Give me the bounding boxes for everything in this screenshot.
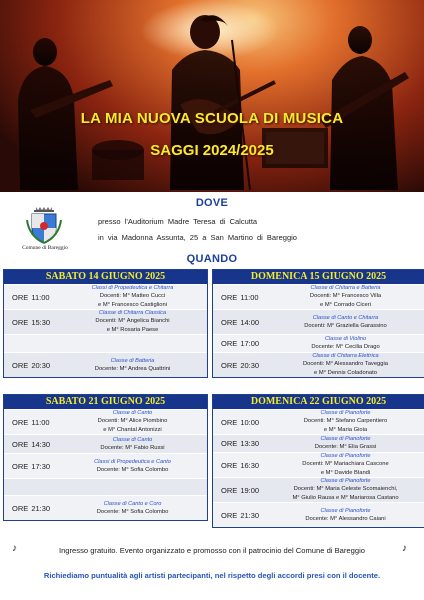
slot-details [62,479,203,495]
class-name: Classe di Pianoforte [320,436,371,442]
slot-details [62,310,203,334]
teacher-name: Docenti: M° Maria Celeste Scomaienchi, [293,486,398,492]
slot-time: ORE 17:00 [221,339,260,348]
teacher-name: Docenti: M° Mariachiara Cascone [302,461,389,467]
schedule-row [4,409,207,434]
teacher-name: Docenti: M° Matteo Cucci [99,293,166,299]
class-name: Classe di Chitarra Elettrica [312,353,379,359]
slot-details [271,410,420,434]
slot-details [271,335,420,352]
class-name: Classe di Chitarra e Batteria [310,285,381,291]
schedule-row [4,334,207,352]
slot-details [62,353,203,377]
class-name: Classe di Canto [112,410,153,416]
municipal-crest-icon [26,206,62,244]
schedule-row [213,309,424,334]
slot-time: ORE 20:30 [12,360,51,370]
hero-subtitle: SAGGI 2024/2025 [150,142,274,159]
teacher-name: e M° Davide Blandi [320,470,371,476]
schedule-row [213,452,424,477]
teacher-name: e M° Maria Gioia [323,427,368,433]
slot-time: ORE 13:30 [221,439,260,448]
class-name: Classe di Pianoforte [320,478,371,484]
hero-banner [0,0,424,192]
day-title: DOMENICA 22 GIUGNO 2025 [213,395,424,409]
slot-time: ORE 11:00 [12,292,50,302]
teacher-name: e M° Francesco Castiglioni [97,302,167,308]
schedule-row [213,502,424,527]
venue-line: presso l’Auditorium Madre Teresa di Calcutta [98,217,258,226]
slot-details [271,353,420,377]
slot-details [271,503,420,527]
crest-label: Comune di Bareggio [22,245,68,251]
slot-time: ORE 14:00 [221,317,260,327]
schedule-row [4,309,207,334]
slot-details [62,496,203,520]
day-title: SABATO 14 GIUGNO 2025 [4,270,207,284]
slot-time: ORE 21:30 [221,510,260,520]
slot-time: ORE 10:00 [221,417,260,427]
music-note-icon: ♪ [12,543,17,554]
slot-details [62,410,203,434]
day-panel-sabato-21 [3,394,208,521]
slot-details [62,435,203,453]
hero-title: LA MIA NUOVA SCUOLA DI MUSICA [80,110,344,127]
slot-details [271,435,420,452]
schedule-row [4,478,207,495]
slot-time: ORE 21:30 [12,503,51,513]
class-name: Classe di Pianoforte [320,453,371,459]
address-line: in via Madonna Assunta, 25 a San Martino di Bareggio [98,233,297,242]
class-name: Classe di Pianoforte [320,507,371,514]
schedule-row [213,409,424,434]
schedule-row [213,477,424,502]
class-name: Classe di Pianoforte [320,410,371,416]
teacher-name: Docente: M° Andrea Quattrini [94,365,171,372]
schedule-row [213,434,424,452]
class-name: Classe di Violino [324,336,367,342]
class-name: Classe di Canto [112,436,153,443]
free-entry-notice: Ingresso gratuito. Evento organizzato e promosso con il patrocinio del Comune di Bareggio [58,546,366,555]
location-heading: DOVE [195,197,229,209]
teacher-name: e M° Chantal Antonizzi [103,427,162,433]
class-name: Classe di Canto e Chitarra [312,314,379,321]
music-note-icon: ♪ [402,543,407,554]
schedule-row [4,434,207,453]
teacher-name: Docenti: M° Alice Piombino [97,418,168,424]
teacher-name: Docente: M° Sofia Colombo [96,508,169,515]
class-name: Classe di Chitarra Classica [98,310,167,316]
schedule-row [4,495,207,520]
teacher-name: Docente: M° Alessandro Caiani [305,515,386,522]
class-name: Classe di Batteria [110,357,155,364]
teacher-name: e M° Dennis Coladonato [314,370,377,376]
teacher-name: Docenti: M° Stefano Carpentiero [303,418,388,424]
day-title: SABATO 21 GIUGNO 2025 [4,395,207,409]
day-panel-domenica-15 [212,269,424,378]
slot-time: ORE 17:30 [12,461,51,471]
slot-time: ORE 15:30 [12,317,51,327]
slot-details [271,478,420,502]
day-panel-sabato-14 [3,269,208,378]
teacher-name: M° Giulio Rausa e M° Mariarosa Castano [292,495,399,501]
class-name: Classi di Propedeutica e Canto [94,458,171,465]
teacher-name: Docente: M° Fabio Russi [100,444,165,451]
schedule-row [4,284,207,309]
teacher-name: Docenti: M° Francesco Villa [309,293,382,299]
schedule-row [213,352,424,377]
schedule-row [213,284,424,309]
slot-time: ORE 19:00 [221,485,260,495]
slot-time: ORE 11:00 [12,417,50,427]
slot-details [62,285,203,309]
slot-time: ORE 20:30 [221,360,260,370]
concert-photo-illustration [0,0,424,192]
slot-time: ORE 16:30 [221,460,260,470]
teacher-name: Docente: M° Elia Grassi [314,444,377,450]
class-name: Classi di Propedeutica e Chitarra [91,285,174,291]
class-name: Classe di Canto e Coro [103,500,162,507]
day-panel-domenica-22 [212,394,424,528]
teacher-name: Docente: M° Sofia Colombo [96,466,169,473]
teacher-name: e M° Corrado Ciceri [320,302,371,308]
teacher-name: Docente: M° Cecilia Drago [311,344,380,350]
schedule-heading: QUANDO [186,253,238,265]
slot-details [62,335,203,352]
slot-time: ORE 14:30 [12,439,51,449]
day-title: DOMENICA 15 GIUGNO 2025 [213,270,424,284]
teacher-name: Docenti: M° Angelica Bianchi [95,318,170,324]
slot-details [271,285,420,309]
slot-details [271,310,420,334]
slot-details [62,454,203,478]
schedule-row [4,352,207,377]
teacher-name: Docenti: M° Graziella Garassino [304,322,387,329]
teacher-name: Docenti: M° Alessandro Taveggia [302,361,389,367]
slot-time: ORE 11:00 [221,292,259,302]
schedule-row [213,334,424,352]
punctuality-notice: Richiediamo puntualità agli artisti partecipanti, nel rispetto degli accordi presi con il docente. [43,571,381,580]
slot-details [271,453,420,477]
teacher-name: e M° Rosaria Paese [106,327,159,333]
schedule-row [4,453,207,478]
